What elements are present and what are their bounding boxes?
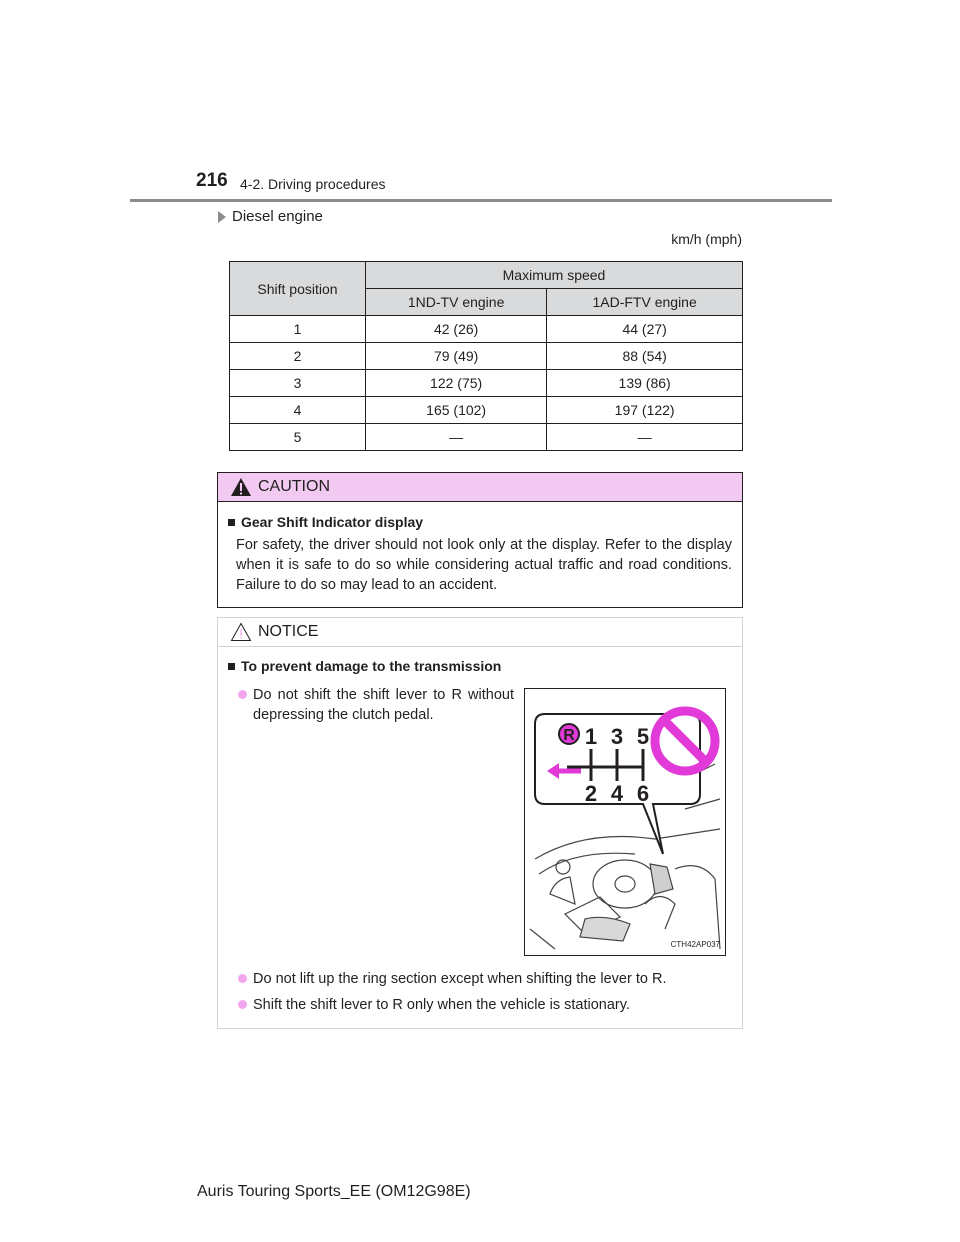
cell-shift: 5: [230, 424, 366, 451]
subheading-diesel: [218, 208, 323, 225]
cell-1ad: 139 (86): [547, 370, 743, 397]
notice-subheading: [228, 658, 501, 674]
table-row: [230, 370, 743, 397]
gear-label-4: 4: [610, 781, 624, 806]
table-row: [230, 424, 743, 451]
caution-subheading-text: Gear Shift Indicator display: [241, 514, 424, 530]
notice-bullet-3: [238, 995, 728, 1015]
bullet-dot-icon: [238, 1000, 247, 1009]
cell-1nd: —: [366, 424, 547, 451]
notice-triangle-icon: [230, 622, 252, 642]
caution-body: For safety, the driver should not look only at the display. Refer to the display when it is safe to do so while considering actual traffic and road conditions. Failure to do so may lead to an accident.: [236, 537, 732, 593]
bullet-dot-icon: [238, 690, 247, 699]
caution-subheading: [228, 514, 742, 530]
notice-header: [218, 618, 742, 647]
gear-label-6: 6: [636, 781, 650, 806]
caution-header: [218, 473, 742, 502]
bullet-text: Shift the shift lever to R only when the vehicle is stationary.: [253, 997, 630, 1013]
caution-box: [217, 472, 743, 608]
section-title: 4-2. Driving procedures: [240, 176, 386, 192]
cell-1ad: 44 (27): [547, 316, 743, 343]
cell-1ad: 197 (122): [547, 397, 743, 424]
gear-label-1: 1: [584, 724, 598, 749]
notice-bullet-1: [238, 685, 514, 725]
square-bullet-icon: [228, 663, 235, 670]
illustration-svg: [525, 689, 725, 955]
caution-label: CAUTION: [258, 478, 330, 495]
header-maximum-speed: Maximum speed: [366, 262, 743, 289]
page-number: 216: [196, 170, 228, 191]
cell-1nd: 42 (26): [366, 316, 547, 343]
shift-lever-illustration: [524, 688, 726, 956]
table-row: [230, 397, 743, 424]
gear-label-3: 3: [610, 724, 624, 749]
cell-1nd: 122 (75): [366, 370, 547, 397]
figure-code: CTH42AP037: [670, 940, 720, 949]
cell-shift: 3: [230, 370, 366, 397]
cell-1nd: 79 (49): [366, 343, 547, 370]
triangle-right-icon: [218, 211, 226, 223]
subheading-text: Diesel engine: [232, 208, 323, 225]
notice-label: NOTICE: [258, 623, 319, 640]
table-row: [230, 316, 743, 343]
unit-label: km/h (mph): [671, 231, 742, 247]
bullet-text: Do not shift the shift lever to R without depressing the clutch pedal.: [253, 687, 514, 723]
bullet-dot-icon: [238, 974, 247, 983]
notice-subheading-text: To prevent damage to the transmission: [241, 658, 502, 674]
header-1ad-ftv: 1AD-FTV engine: [547, 289, 743, 316]
cell-shift: 4: [230, 397, 366, 424]
cell-shift: 2: [230, 343, 366, 370]
footer-model: Auris Touring Sports_EE (OM12G98E): [197, 1183, 471, 1200]
gear-label-2: 2: [584, 781, 598, 806]
gear-label-r: R: [563, 727, 575, 744]
cell-1nd: 165 (102): [366, 397, 547, 424]
bullet-text: Do not lift up the ring section except when shifting the lever to R.: [253, 971, 667, 987]
header-rule: [130, 199, 832, 202]
header-1nd-tv: 1ND-TV engine: [366, 289, 547, 316]
gear-label-5: 5: [636, 724, 650, 749]
notice-bullet-2: [238, 969, 728, 989]
cell-1ad: 88 (54): [547, 343, 743, 370]
table-row: [230, 343, 743, 370]
max-speed-table: [229, 261, 743, 451]
warning-triangle-icon: [230, 477, 252, 497]
cell-shift: 1: [230, 316, 366, 343]
header-shift-position: Shift position: [230, 262, 366, 316]
cell-1ad: —: [547, 424, 743, 451]
square-bullet-icon: [228, 519, 235, 526]
